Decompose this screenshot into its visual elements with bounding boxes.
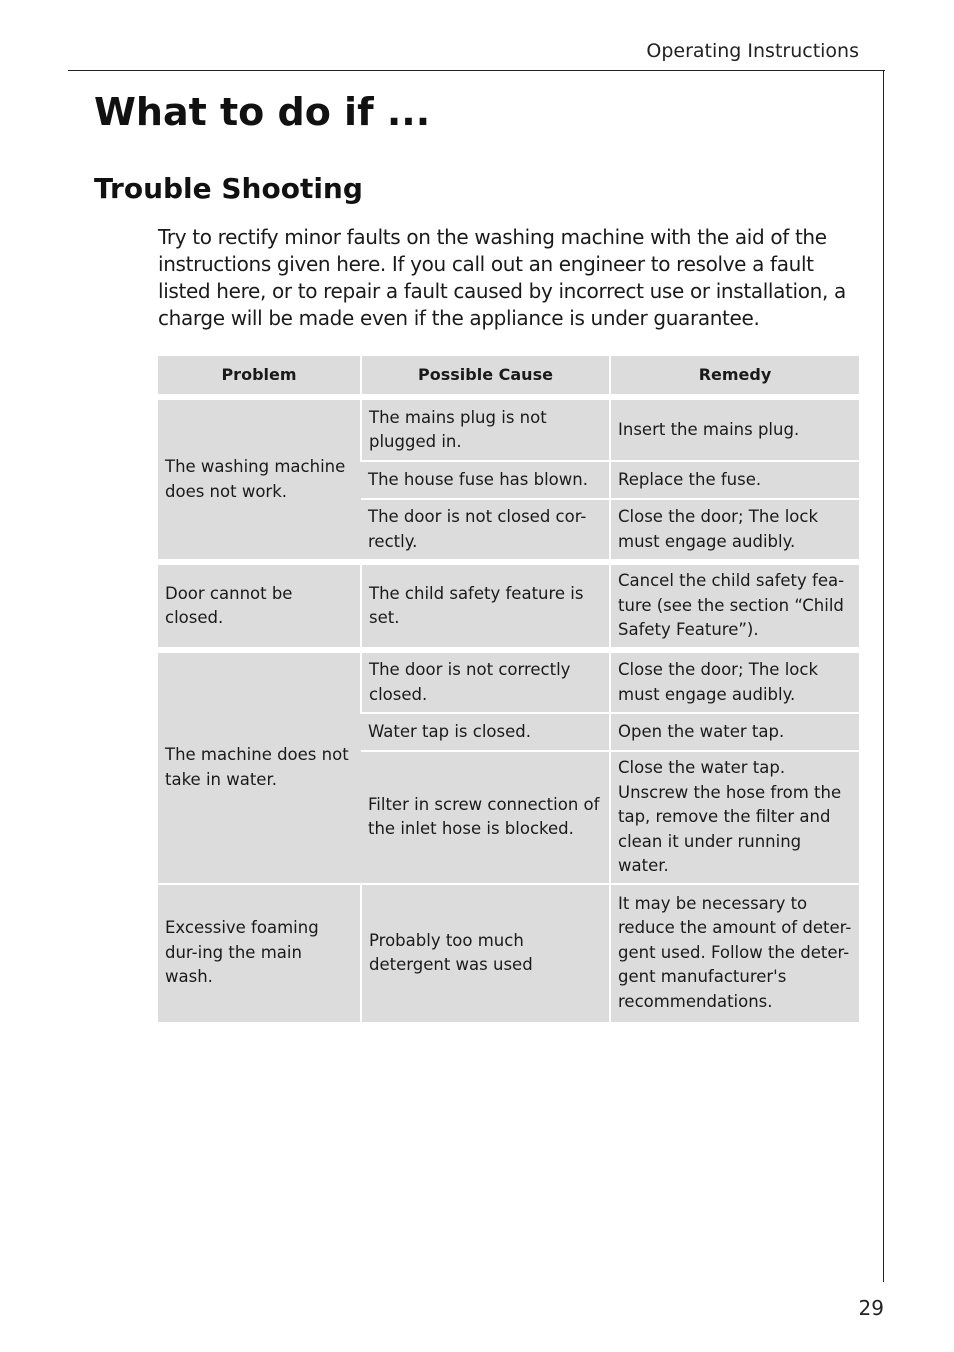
problem-cell: The machine does not take in water. xyxy=(158,650,361,884)
margin-rule xyxy=(883,70,884,1282)
header-rule xyxy=(68,70,885,71)
remedy-cell: Close the door; The lock must engage audibly. xyxy=(610,499,859,562)
troubleshooting-table xyxy=(158,356,859,1022)
table-header-row xyxy=(158,356,859,397)
table-row xyxy=(158,397,859,461)
remedy-cell: Close the water tap. Unscrew the hose from the tap, remove the filter and clean it under running water. xyxy=(610,751,859,884)
header-problem: Problem xyxy=(158,356,361,397)
remedy-cell: It may be necessary to reduce the amount of deter-gent used. Follow the deter-gent manufacturer's recommendations. xyxy=(610,884,859,1022)
cause-cell: The mains plug is not plugged in. xyxy=(361,397,610,461)
problem-cell: Excessive foaming dur-ing the main wash. xyxy=(158,884,361,1022)
cause-cell: Filter in screw connection of the inlet hose is blocked. xyxy=(361,751,610,884)
problem-cell: Door cannot be closed. xyxy=(158,562,361,650)
cause-cell: Water tap is closed. xyxy=(361,713,610,751)
cause-cell: The door is not closed cor-rectly. xyxy=(361,499,610,562)
cause-cell: Probably too much detergent was used xyxy=(361,884,610,1022)
cause-cell: The child safety feature is set. xyxy=(361,562,610,650)
remedy-cell: Cancel the child safety fea-ture (see the section “Child Safety Feature”). xyxy=(610,562,859,650)
remedy-cell: Close the door; The lock must engage audibly. xyxy=(610,650,859,713)
running-header: Operating Instructions xyxy=(646,40,859,62)
header-possible-cause: Possible Cause xyxy=(361,356,610,397)
cause-cell: The house fuse has blown. xyxy=(361,461,610,499)
cause-cell: The door is not correctly closed. xyxy=(361,650,610,713)
header-remedy: Remedy xyxy=(610,356,859,397)
table-row xyxy=(158,562,859,650)
problem-cell: The washing machine does not work. xyxy=(158,397,361,562)
remedy-cell: Insert the mains plug. xyxy=(610,397,859,461)
table-row xyxy=(158,650,859,713)
table-row xyxy=(158,884,859,1022)
section-title: Trouble Shooting xyxy=(94,172,363,205)
intro-paragraph: Try to rectify minor faults on the washing machine with the aid of the instructions given here. If you call out an engineer to resolve a fault listed here, or to repair a fault caused by incorrect use or installation, a charge will be made even if the appliance is under guarantee. xyxy=(158,225,846,330)
remedy-cell: Open the water tap. xyxy=(610,713,859,751)
page-number: 29 xyxy=(858,1296,884,1320)
remedy-cell: Replace the fuse. xyxy=(610,461,859,499)
page-title: What to do if ... xyxy=(94,90,431,134)
